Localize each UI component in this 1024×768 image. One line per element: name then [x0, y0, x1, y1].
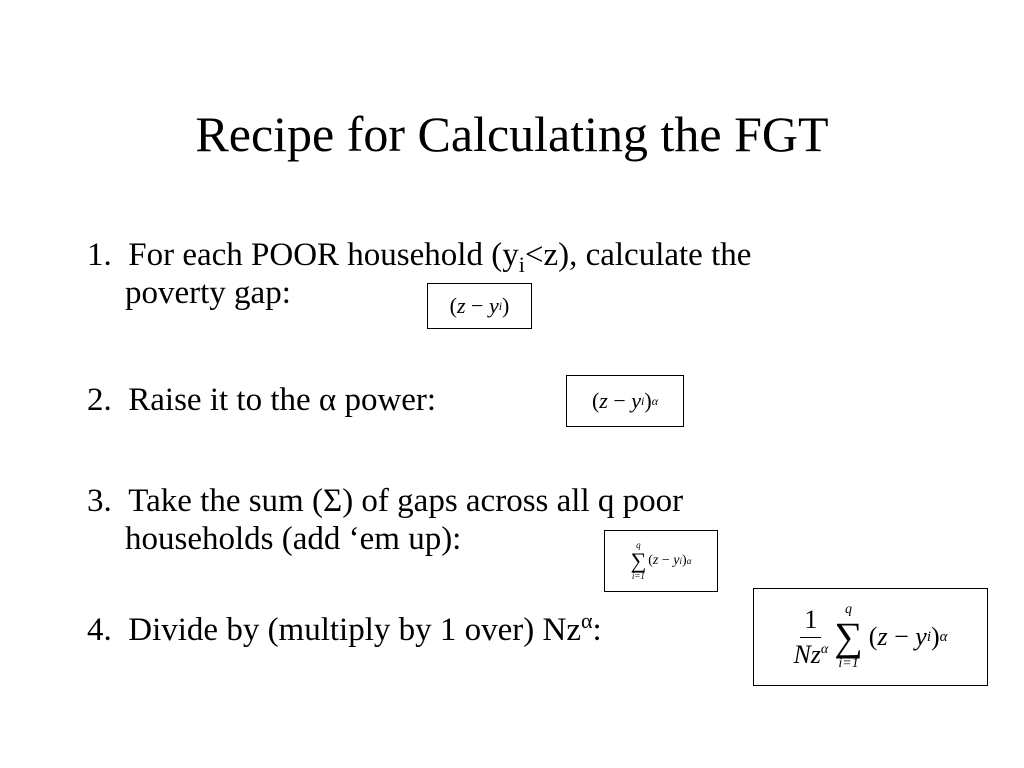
- step-3-line2: households (add ‘em up):: [125, 521, 462, 557]
- step-4-number: 4.: [87, 612, 112, 648]
- step-3-number: 3.: [87, 483, 112, 519]
- large-summation: q ∑ i=1: [834, 602, 863, 671]
- step-4-superscript: α: [581, 608, 593, 633]
- slide-title: Recipe for Calculating the FGT: [195, 106, 829, 162]
- step-1-line2: poverty gap:: [125, 275, 291, 311]
- step-3: [87, 482, 683, 558]
- step-1-subscript: i: [518, 252, 525, 277]
- alpha-symbol: α: [318, 382, 337, 418]
- sum-formula: q ∑ i=1 ( z − y i ) α: [604, 530, 718, 592]
- sigma-symbol: Σ: [322, 483, 343, 519]
- step-1: [87, 236, 751, 312]
- small-summation: q ∑ i=1: [630, 540, 647, 581]
- poverty-gap-formula: ( z − y i ): [427, 283, 532, 329]
- one-over-nz-alpha: $\frac{1}{Nz^\alpha}$: [793, 604, 829, 669]
- step-1-number: 1.: [87, 237, 112, 273]
- step-4-text: Divide by (multiply by 1 over) $Nz^\alpha$:: [128, 608, 602, 648]
- gap-power-formula: ( z − y i ) α: [566, 375, 684, 427]
- step-2: [87, 381, 436, 419]
- step-3-text: Take the sum (Σ) of gaps across all q poor: [128, 483, 684, 519]
- step-1-text: For each POOR household $(y_i<z)$, calculate the: [128, 237, 752, 277]
- step-2-text: Raise it to the α power:: [128, 382, 437, 418]
- step-2-number: 2.: [87, 382, 112, 418]
- fgt-index-formula: $\frac{1}{Nz^\alpha}$ q ∑ i=1 ( z − y i ) α: [753, 588, 988, 686]
- step-4: [87, 608, 602, 649]
